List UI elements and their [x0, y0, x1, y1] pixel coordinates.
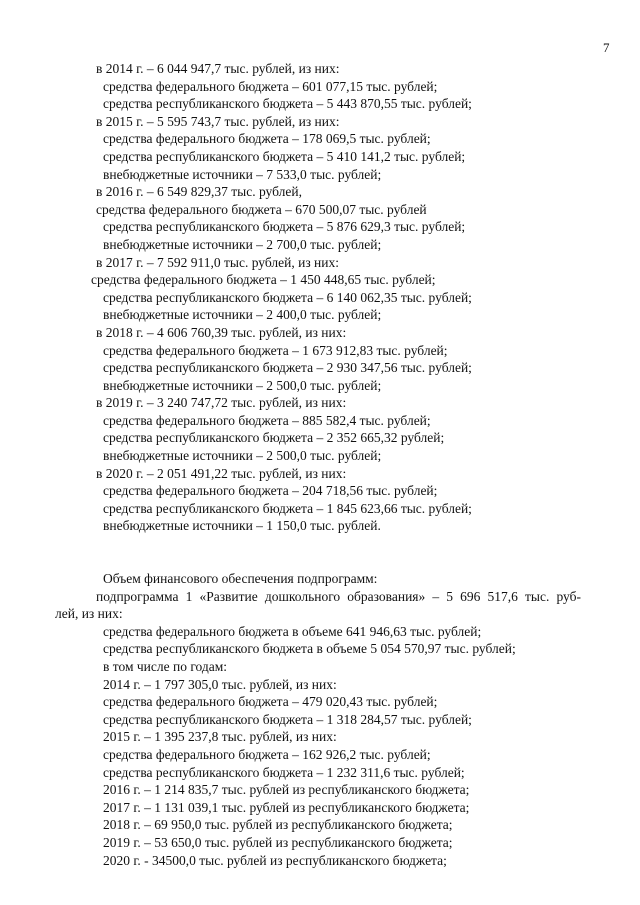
text-line: средства федерального бюджета – 479 020,43 тыс. рублей;	[103, 694, 438, 710]
text-line: внебюджетные источники – 7 533,0 тыс. рублей;	[103, 166, 382, 182]
text-line: средства республиканского бюджета – 2 352 665,32 рублей;	[103, 430, 445, 446]
text-line: средства республиканского бюджета – 1 318 284,57 тыс. рублей;	[103, 711, 472, 727]
text-line: в 2017 г. – 7 592 911,0 тыс. рублей, из них:	[96, 254, 339, 270]
text-line: 2017 г. – 1 131 039,1 тыс. рублей из республиканского бюджета;	[103, 799, 470, 815]
text-line: 2016 г. – 1 214 835,7 тыс. рублей из республиканского бюджета;	[103, 782, 470, 798]
text-line: внебюджетные источники – 2 500,0 тыс. рублей;	[103, 448, 382, 464]
subprogram-title-line	[0, 588, 581, 606]
text-line: средства республиканского бюджета в объеме 5 054 570,97 тыс. рублей;	[103, 641, 516, 657]
subprogram-title-word: «Развитие	[199, 588, 258, 604]
text-line: средства федерального бюджета – 162 926,2 тыс. рублей;	[103, 746, 431, 762]
subprogram-title-word: подпрограмма	[96, 588, 179, 604]
text-line: средства федерального бюджета в объеме 641 946,63 тыс. рублей;	[103, 623, 482, 639]
subprogram-title-word: образования»	[347, 588, 426, 604]
text-line: 2018 г. – 69 950,0 тыс. рублей из республиканского бюджета;	[103, 817, 453, 833]
page-number: 7	[603, 40, 610, 55]
subprogram-title-word: 1	[185, 588, 193, 604]
text-line: средства республиканского бюджета – 1 845 623,66 тыс. рублей;	[103, 500, 472, 516]
text-line: средства республиканского бюджета – 1 232 311,6 тыс. рублей;	[103, 764, 465, 780]
funding-by-year-list	[0, 60, 640, 535]
text-line: в том числе по годам:	[103, 659, 228, 674]
text-line: средства республиканского бюджета – 5 410 141,2 тыс. рублей;	[103, 148, 466, 164]
subprogram-title-word: дошкольного	[264, 588, 341, 604]
subprogram-title-word: руб-	[556, 588, 581, 604]
text-line: в 2016 г. – 6 549 829,37 тыс. рублей,	[96, 184, 302, 200]
text-line: 2020 г. - 34500,0 тыс. рублей из республиканского бюджета;	[103, 852, 447, 868]
text-line: внебюджетные источники – 2 700,0 тыс. рублей;	[103, 236, 382, 252]
text-line: средства федерального бюджета – 1 450 448,65 тыс. рублей;	[91, 272, 436, 288]
text-line: средства республиканского бюджета – 2 930 347,56 тыс. рублей;	[103, 360, 472, 376]
text-line: внебюджетные источники – 1 150,0 тыс. рублей.	[103, 518, 381, 534]
text-line: средства федерального бюджета – 885 582,4 тыс. рублей;	[103, 412, 431, 428]
text-line: 2014 г. – 1 797 305,0 тыс. рублей, из них:	[103, 676, 337, 692]
text-line: 2019 г. – 53 650,0 тыс. рублей из республиканского бюджета;	[103, 834, 453, 850]
text-line: 2015 г. – 1 395 237,8 тыс. рублей, из них:	[103, 729, 337, 745]
text-line: внебюджетные источники – 2 500,0 тыс. рублей;	[103, 377, 382, 393]
section-heading: Объем финансового обеспечения подпрограмм:	[103, 571, 378, 587]
text-line: в 2020 г. – 2 051 491,22 тыс. рублей, из них:	[96, 465, 347, 481]
text-line: средства федерального бюджета – 178 069,5 тыс. рублей;	[103, 131, 431, 147]
subprogram-title-word: тыс.	[525, 588, 550, 604]
text-line: средства федерального бюджета – 670 500,07 тыс. рублей	[96, 201, 427, 217]
text-line: в 2019 г. – 3 240 747,72 тыс. рублей, из них:	[96, 395, 347, 411]
subprogram-title-word: 696	[460, 588, 481, 604]
subprogram-title-word: 5	[446, 588, 454, 604]
subprogram-funding-list	[0, 623, 640, 869]
text-line: средства федерального бюджета – 601 077,15 тыс. рублей;	[103, 78, 438, 94]
text-line: в 2015 г. – 5 595 743,7 тыс. рублей, из них:	[96, 113, 340, 129]
subprogram-title-word: –	[432, 588, 440, 604]
text-line: средства республиканского бюджета – 5 443 870,55 тыс. рублей;	[103, 96, 472, 112]
subprogram-title-word: 517,6	[487, 588, 518, 604]
text-line: средства федерального бюджета – 1 673 912,83 тыс. рублей;	[103, 342, 448, 358]
text-line: средства федерального бюджета – 204 718,56 тыс. рублей;	[103, 483, 438, 499]
text-line: в 2018 г. – 4 606 760,39 тыс. рублей, из них:	[96, 324, 347, 340]
subprogram-title-continuation: лей, из них:	[55, 606, 123, 622]
text-line: в 2014 г. – 6 044 947,7 тыс. рублей, из них:	[96, 61, 340, 76]
document-body	[0, 60, 640, 869]
text-line: внебюджетные источники – 2 400,0 тыс. рублей;	[103, 307, 382, 323]
paragraph-gap	[0, 535, 640, 570]
text-line: средства республиканского бюджета – 5 876 629,3 тыс. рублей;	[103, 219, 466, 235]
text-line: средства республиканского бюджета – 6 140 062,35 тыс. рублей;	[103, 289, 472, 305]
